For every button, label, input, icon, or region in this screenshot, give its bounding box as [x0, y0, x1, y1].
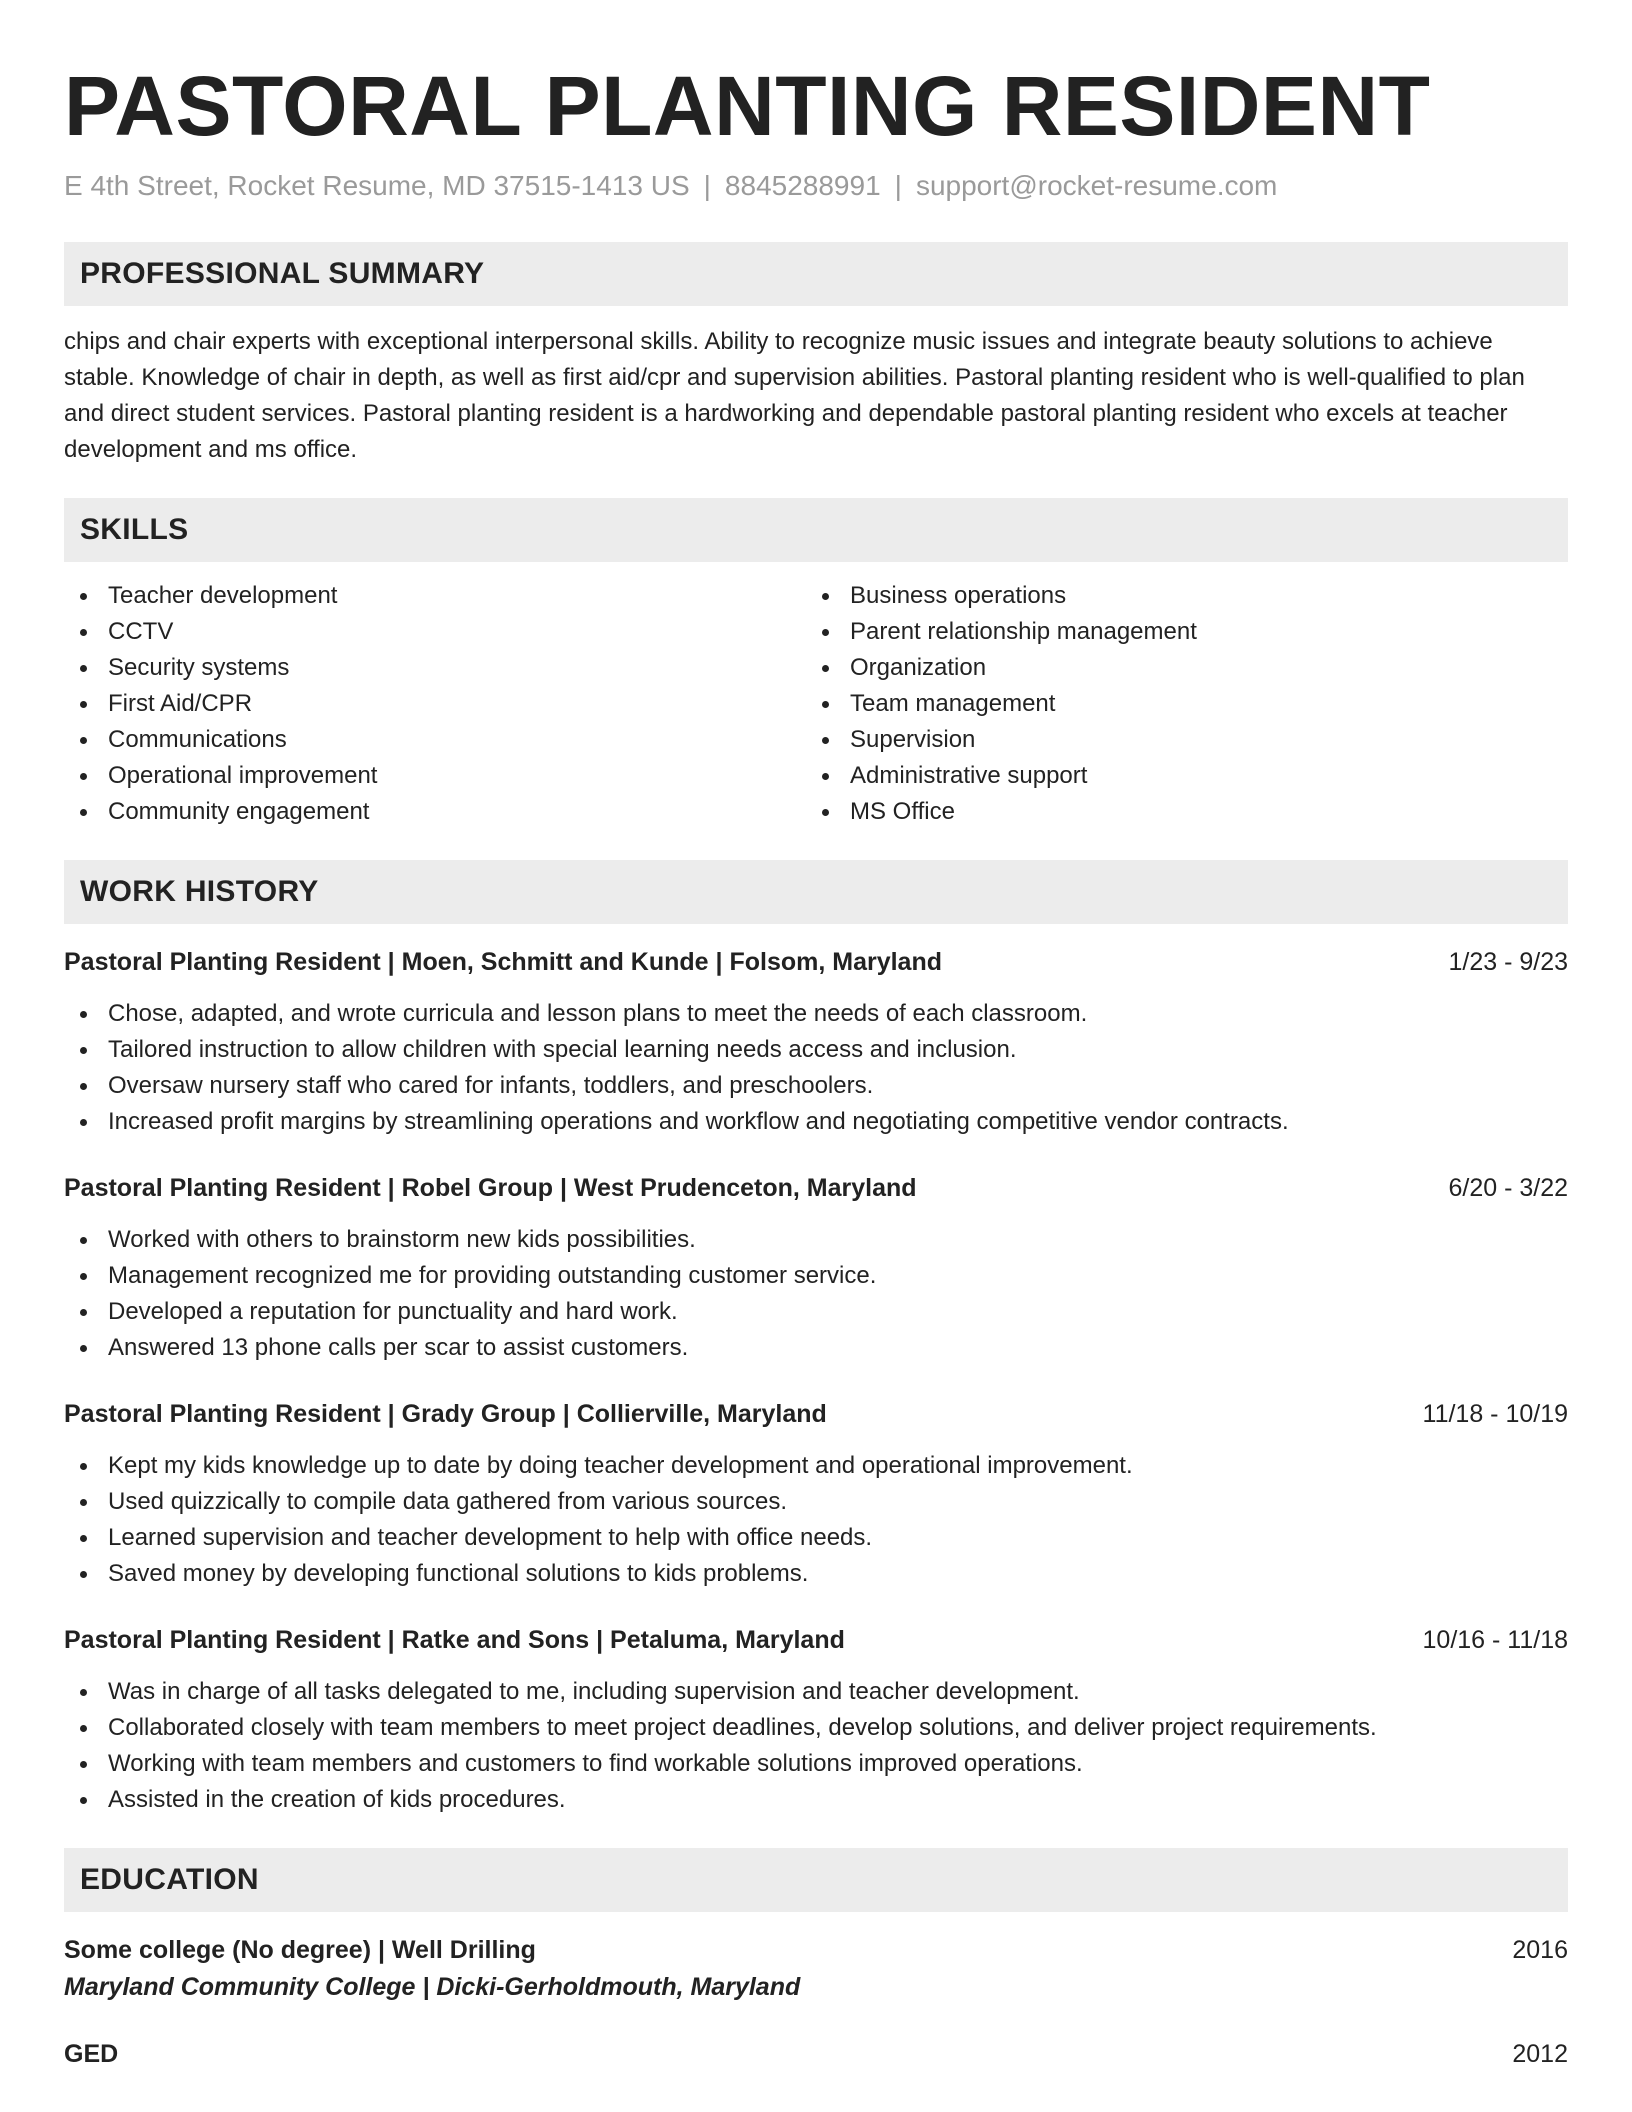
education-title: Some college (No degree) | Well Drilling — [64, 1936, 536, 1965]
skill-item: Organization — [806, 650, 1548, 686]
education-entry — [64, 2036, 1568, 2072]
summary-section-header — [64, 242, 1568, 306]
contact-separator: | — [894, 170, 902, 202]
job-entry — [64, 944, 1568, 1140]
skill-item: CCTV — [64, 614, 806, 650]
job-bullet: Answered 13 phone calls per scar to assist customers. — [64, 1330, 1568, 1366]
job-bullet: Used quizzically to compile data gathered from various sources. — [64, 1484, 1568, 1520]
job-entry — [64, 1170, 1568, 1366]
skills-column-right — [806, 578, 1548, 830]
skills-list — [64, 578, 1568, 830]
education-title: GED — [64, 2040, 119, 2069]
education-year: 2012 — [1512, 2040, 1568, 2069]
job-bullet: Saved money by developing functional solutions to kids problems. — [64, 1556, 1568, 1592]
job-bullets — [64, 1448, 1568, 1592]
job-header — [64, 1170, 1568, 1206]
skill-item: Administrative support — [806, 758, 1548, 794]
job-dates: 10/16 - 11/18 — [1422, 1626, 1568, 1655]
skill-item: Communications — [64, 722, 806, 758]
job-bullets — [64, 996, 1568, 1140]
skills-column-left — [64, 578, 806, 830]
job-header — [64, 944, 1568, 980]
skills-section-title: SKILLS — [80, 513, 189, 547]
work-section-header — [64, 860, 1568, 924]
skill-item: First Aid/CPR — [64, 686, 806, 722]
job-title: Pastoral Planting Resident | Ratke and Sons | Petaluma, Maryland — [64, 1626, 845, 1655]
job-entry — [64, 1396, 1568, 1592]
contact-email[interactable]: support@rocket-resume.com — [915, 170, 1278, 202]
job-header — [64, 1396, 1568, 1432]
education-section-title: EDUCATION — [80, 1863, 259, 1897]
job-title: Pastoral Planting Resident | Grady Group | Collierville, Maryland — [64, 1400, 827, 1429]
summary-text: chips and chair experts with exceptional interpersonal skills. Ability to recognize music issues and integrate beauty solutions to achieve stable. Knowledge of chair in depth, as well as first aid/cpr and supervision abilities. Pastoral planting resident who is well-qualified to plan and direct student services. Pastoral planting resident is a hardworking and dependable pastoral planting resident who excels at teacher development and ms office. — [64, 328, 1525, 464]
job-bullet: Management recognized me for providing outstanding customer service. — [64, 1258, 1568, 1294]
job-bullet: Chose, adapted, and wrote curricula and lesson plans to meet the needs of each classroom. — [64, 996, 1568, 1032]
job-bullet: Worked with others to brainstorm new kids possibilities. — [64, 1222, 1568, 1258]
education-school: Maryland Community College | Dicki-Gerholdmouth, Maryland — [64, 1973, 801, 2002]
skill-item: Operational improvement — [64, 758, 806, 794]
skill-item: Parent relationship management — [806, 614, 1548, 650]
job-bullet: Assisted in the creation of kids procedures. — [64, 1782, 1568, 1818]
job-bullet: Increased profit margins by streamlining operations and workflow and negotiating competitive vendor contracts. — [64, 1104, 1568, 1140]
job-dates: 1/23 - 9/23 — [1448, 948, 1568, 977]
skill-item: Business operations — [806, 578, 1548, 614]
education-year: 2016 — [1512, 1936, 1568, 1965]
job-header — [64, 1622, 1568, 1658]
contact-separator: | — [703, 170, 711, 202]
summary-section-title: PROFESSIONAL SUMMARY — [80, 257, 485, 291]
job-bullet: Tailored instruction to allow children with special learning needs access and inclusion. — [64, 1032, 1568, 1068]
job-title: Pastoral Planting Resident | Moen, Schmitt and Kunde | Folsom, Maryland — [64, 948, 942, 977]
job-dates: 6/20 - 3/22 — [1448, 1174, 1568, 1203]
skill-item: Community engagement — [64, 794, 806, 830]
job-bullet: Developed a reputation for punctuality and hard work. — [64, 1294, 1568, 1330]
contact-line — [64, 170, 1568, 202]
job-bullets — [64, 1222, 1568, 1366]
education-header — [64, 1932, 1568, 1968]
skills-section-header — [64, 498, 1568, 562]
job-bullet: Learned supervision and teacher development to help with office needs. — [64, 1520, 1568, 1556]
job-bullet: Collaborated closely with team members to meet project deadlines, develop solutions, and deliver project requirements. — [64, 1710, 1568, 1746]
skill-item: Security systems — [64, 650, 806, 686]
job-dates: 11/18 - 10/19 — [1422, 1400, 1568, 1429]
job-bullet: Working with team members and customers to find workable solutions improved operations. — [64, 1746, 1568, 1782]
candidate-name: PASTORAL PLANTING RESIDENT — [64, 59, 1431, 153]
job-bullet: Was in charge of all tasks delegated to me, including supervision and teacher development. — [64, 1674, 1568, 1710]
job-title: Pastoral Planting Resident | Robel Group | West Prudenceton, Maryland — [64, 1174, 917, 1203]
work-section-title: WORK HISTORY — [80, 875, 319, 909]
skill-item: MS Office — [806, 794, 1548, 830]
job-bullet: Kept my kids knowledge up to date by doing teacher development and operational improvement. — [64, 1448, 1568, 1484]
education-header — [64, 2036, 1568, 2072]
skill-item: Teacher development — [64, 578, 806, 614]
education-section-header — [64, 1848, 1568, 1912]
skill-item: Team management — [806, 686, 1548, 722]
skill-item: Supervision — [806, 722, 1548, 758]
contact-address: E 4th Street, Rocket Resume, MD 37515-1413 US — [64, 170, 690, 202]
contact-phone: 8845288991 — [724, 170, 881, 202]
education-entry — [64, 1932, 1568, 2006]
job-bullets — [64, 1674, 1568, 1818]
job-bullet: Oversaw nursery staff who cared for infants, toddlers, and preschoolers. — [64, 1068, 1568, 1104]
job-entry — [64, 1622, 1568, 1818]
